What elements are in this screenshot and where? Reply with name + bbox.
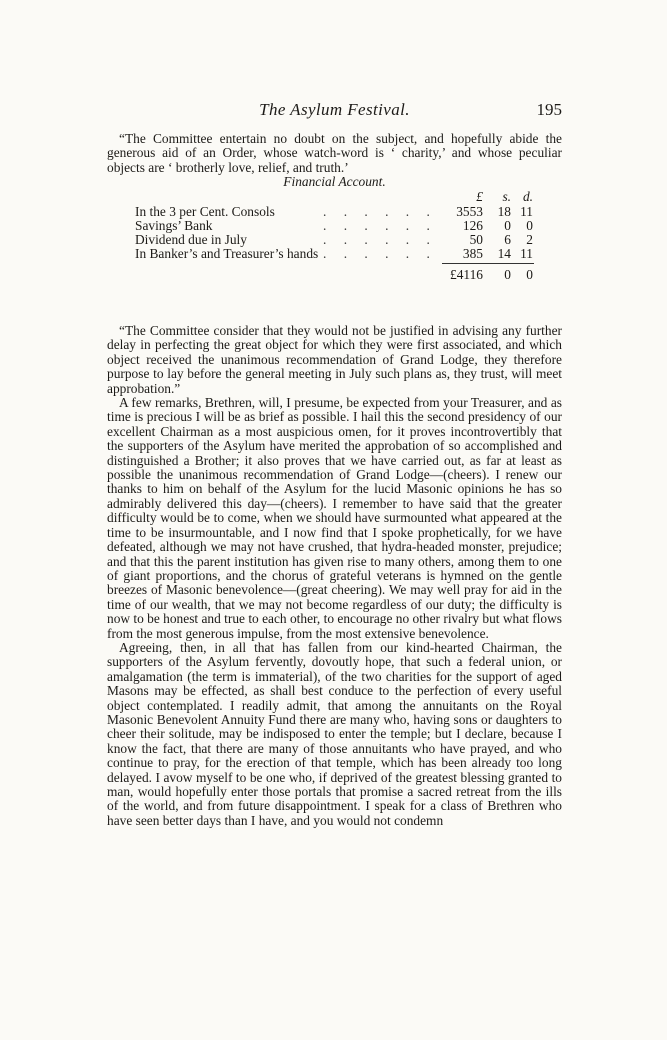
amount-shillings: 14 [497, 246, 511, 261]
intro-paragraph: “The Committee entertain no doubt on the subject, and hopefully abide the generous aid of an Order, whose watch-word is ‘ charity,’ and whose peculiar objects are ‘ brotherly love, relief, and truth.’ [107, 131, 562, 175]
dot-leader: . . . . . . [323, 232, 437, 247]
amount-pounds: 126 [462, 218, 483, 233]
amount-pounds: 50 [469, 232, 483, 247]
body-paragraph: A few remarks, Brethren, will, I presume, be expected from your Treasurer, and as time is precious I will be as brief as possible. I hail this the second presidency of our excellent Chairman as a most auspicious omen, for it proves incontrovertibly that the supporters of the Asylum have merited the approbation of so accomplished and distinguished a Brother; it also proves that we have carried out, as far at least as possible the unanimous recommendation of Grand Lodge—(cheers). I renew our thanks to him on behalf of the Asylum for the lucid Masonic opinions he has so admirably delivered this day—(cheers). I remember to have said that the greater difficulty would be to come, when we should have surmounted what appeared at the time to be insurmountable, and I now find that I spoke prophetically, for we have defeated, although we may not have crushed, that hydra-headed monster, prejudice; and that this the parent institution has given rise to many others, among them to one of giant proportions, and the chorus of grateful veterans is hymned on the gentle breezes of Masonic benevolence—(great cheering). We may well pray for aid in the time of our wealth, that we may not become regardless of our duty; the difficulty is now to be honest and true to each other, to encourage no other rivalry but what flows from the most generous impulse, from the most extensive benevolence. [107, 395, 562, 641]
amount-pounds: 385 [462, 246, 483, 261]
account-row-label: In the 3 per Cent. Consols [135, 204, 275, 219]
amount-shillings: 6 [504, 232, 511, 247]
account-column-headers [135, 190, 533, 204]
header-shillings: s. [502, 189, 511, 204]
total-pence: 0 [526, 267, 533, 282]
header-pounds: £ [476, 189, 483, 204]
dot-leader: . . . . . . [323, 218, 437, 233]
amount-pence: 11 [520, 204, 533, 219]
body-paragraph: Agreeing, then, in all that has fallen from our kind-hearted Chairman, the supporters of the Asylum fervently, dovoutly hope, that such a federal union, or amalgamation (the term is immaterial), of the two charities for the support of aged Masons may be effected, as shall best conduce to the perfection of every useful object contemplated. I readily admit, that among the annuitants on the Royal Masonic Benevolent Annuity Fund there are many who, having sons or daughters to cheer their solitude, may be indisposed to enter the temple; but I declare, because I know the fact, that there are many of those annuitants who have prayed, and who continue to pray, for the erection of that temple, which has been already too long delayed. I avow myself to be one who, if deprived of the greatest blessing granted to man, would hopefully enter those portals that promise a sacred retreat from the ills of the world, and from future disappointment. I speak for a class of Brethren who have seen better days than I have, and you would not condemn [107, 639, 562, 828]
account-row-label: In Banker’s and Treasurer’s hands [135, 246, 319, 261]
account-row-label: Savings’ Bank [135, 218, 213, 233]
account-row [135, 247, 533, 261]
total-rule [442, 263, 534, 264]
header-pence: d. [522, 189, 533, 204]
amount-pence: 11 [520, 246, 533, 261]
amount-shillings: 18 [497, 204, 511, 219]
amount-pence: 2 [526, 232, 533, 247]
intro-text-block [107, 132, 562, 175]
total-pounds: £4116 [450, 267, 483, 282]
total-shillings: 0 [504, 267, 511, 282]
body-text-block [107, 324, 562, 828]
running-title: The Asylum Festival. [259, 100, 410, 119]
dot-leader: . . . . . . [323, 246, 437, 261]
account-title: Financial Account. [283, 174, 386, 189]
body-paragraph: “The Committee consider that they would not be justified in advising any further delay in perfecting the great object for which they were first associated, and which object received the unanimous recommendation of Grand Lodge, they therefore purpose to lay before the general meeting in July such plans as, they trust, will meet approbation.” [107, 323, 562, 396]
account-total-row [135, 268, 533, 282]
account-row-label: Dividend due in July [135, 232, 247, 247]
amount-pounds: 3553 [456, 204, 483, 219]
amount-shillings: 0 [504, 218, 511, 233]
dot-leader: . . . . . . [323, 204, 437, 219]
amount-pence: 0 [526, 218, 533, 233]
page-number: 195 [536, 100, 562, 119]
page-header [107, 100, 562, 120]
